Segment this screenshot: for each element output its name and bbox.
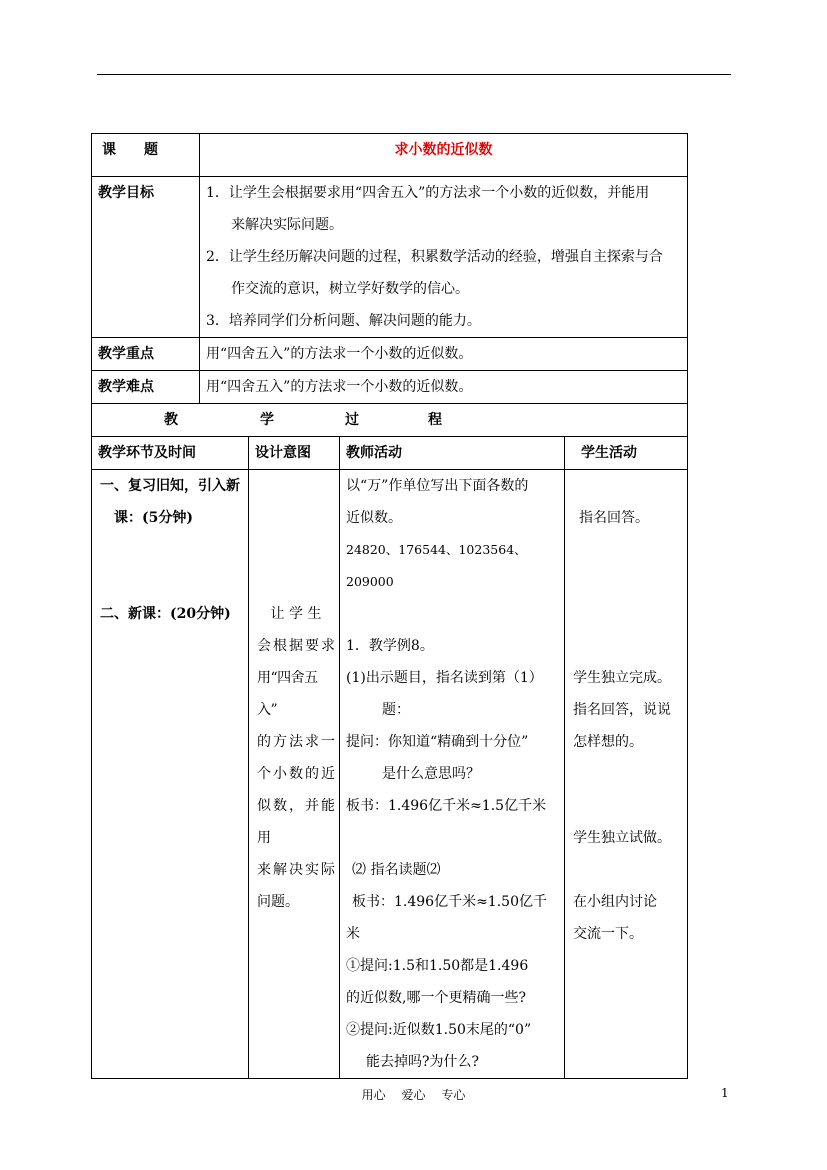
stage-1-line1: 一、复习旧知，引入新 xyxy=(100,478,240,494)
design-line-1: 让 学 生 xyxy=(270,606,322,622)
footer-part-1: 用心 xyxy=(361,1088,386,1102)
design-line-5: 个小数的近 xyxy=(257,766,335,782)
teacher-line-15: ②提问:近似数1.50末尾的“0” xyxy=(346,1022,532,1038)
topic-row xyxy=(92,134,688,177)
teacher-line-10: ⑵ 指名读题⑵ xyxy=(352,862,441,878)
student-line-1: 指名回答。 xyxy=(579,510,649,526)
teacher-line-16: 能去掉吗?为什么? xyxy=(366,1054,480,1070)
goal-1-line1: 1．让学生会根据要求用“四舍五入”的方法求一个小数的近似数，并能用 xyxy=(206,185,650,201)
col-header-student: 学生活动 xyxy=(565,437,688,470)
key-value: 用“四舍五入”的方法求一个小数的近似数。 xyxy=(200,338,688,371)
design-line-6: 似数，并能用 xyxy=(257,798,335,846)
column-header-row xyxy=(92,437,688,470)
goal-content xyxy=(200,177,688,338)
process-char-1: 教 xyxy=(164,412,178,428)
student-line-4: 怎样想的。 xyxy=(573,734,643,750)
stage-cell xyxy=(92,470,249,1079)
student-cell xyxy=(565,470,688,1079)
topic-label: 课 题 xyxy=(92,134,200,177)
teacher-line-1: 以“万”作单位写出下面各数的 xyxy=(346,478,529,494)
teacher-line-7: 提问：你知道“精确到十分位” xyxy=(346,734,529,750)
col-header-design: 设计意图 xyxy=(249,437,340,470)
key-row xyxy=(92,338,688,371)
page-footer xyxy=(0,1086,827,1103)
teacher-line-12: 米 xyxy=(346,926,360,942)
student-line-6: 在小组内讨论 xyxy=(573,894,657,910)
page-number: 1 xyxy=(721,1086,729,1100)
student-line-3: 指名回答，说说 xyxy=(573,702,671,718)
teacher-line-2: 近似数。 xyxy=(346,510,402,526)
footer-part-2: 爱心 xyxy=(401,1088,426,1102)
teacher-line-13: ①提问:1.5和1.50都是1.496 xyxy=(346,958,529,974)
col-header-teacher: 教师活动 xyxy=(340,437,565,470)
design-cell xyxy=(249,470,340,1079)
design-line-4: 的方法求一 xyxy=(257,734,335,750)
goal-3-line1: 3．培养同学们分析问题、解决问题的能力。 xyxy=(206,313,481,329)
topic-title: 求小数的近似数 xyxy=(200,134,688,177)
design-line-3: 用“四舍五入” xyxy=(257,670,318,718)
goal-1-line2: 来解决实际问题。 xyxy=(231,217,343,233)
teacher-line-6: 题： xyxy=(382,702,410,718)
col-header-stage: 教学环节及时间 xyxy=(92,437,249,470)
process-title-row xyxy=(92,404,688,437)
stage-1-line2: 课：(5分钟) xyxy=(114,510,193,526)
process-char-3: 过 xyxy=(345,412,359,428)
student-line-5: 学生独立试做。 xyxy=(573,830,671,846)
teacher-line-9: 板书：1.496亿千米≈1.5亿千米 xyxy=(346,798,547,814)
process-char-4: 程 xyxy=(428,412,442,428)
difficulty-label: 教学难点 xyxy=(92,371,200,404)
process-char-2: 学 xyxy=(260,412,274,428)
design-line-7: 来解决实际 xyxy=(257,862,335,878)
design-line-2: 会根据要求 xyxy=(257,638,335,654)
student-line-2: 学生独立完成。 xyxy=(573,670,671,686)
footer-part-3: 专心 xyxy=(441,1088,466,1102)
difficulty-value: 用“四舍五入”的方法求一个小数的近似数。 xyxy=(200,371,688,404)
teacher-line-8: 是什么意思吗？ xyxy=(382,766,480,782)
lesson-plan-table xyxy=(91,133,688,1079)
goal-row xyxy=(92,177,688,338)
key-label: 教学重点 xyxy=(92,338,200,371)
process-body-row xyxy=(92,470,688,1079)
teacher-line-3: 24820、176544、1023564、209000 xyxy=(346,542,527,589)
teacher-line-11: 板书：1.496亿千米≈1.50亿千 xyxy=(352,894,547,910)
header-rule xyxy=(97,74,731,75)
goal-2-line2: 作交流的意识，树立学好数学的信心。 xyxy=(231,281,469,297)
stage-2: 二、新课：(20分钟) xyxy=(100,606,231,622)
teacher-cell xyxy=(340,470,565,1079)
process-title xyxy=(92,404,688,437)
student-line-7: 交流一下。 xyxy=(573,926,643,942)
goal-label: 教学目标 xyxy=(92,177,200,338)
teacher-line-14: 的近似数,哪一个更精确一些? xyxy=(346,990,526,1006)
design-line-8: 问题。 xyxy=(257,894,299,910)
teacher-line-4: 1．教学例8。 xyxy=(346,638,434,654)
difficulty-row xyxy=(92,371,688,404)
goal-2-line1: 2．让学生经历解决问题的过程，积累数学活动的经验，增强自主探索与合 xyxy=(206,249,663,265)
teacher-line-5: (1)出示题目，指名读到第（1） xyxy=(346,670,543,686)
